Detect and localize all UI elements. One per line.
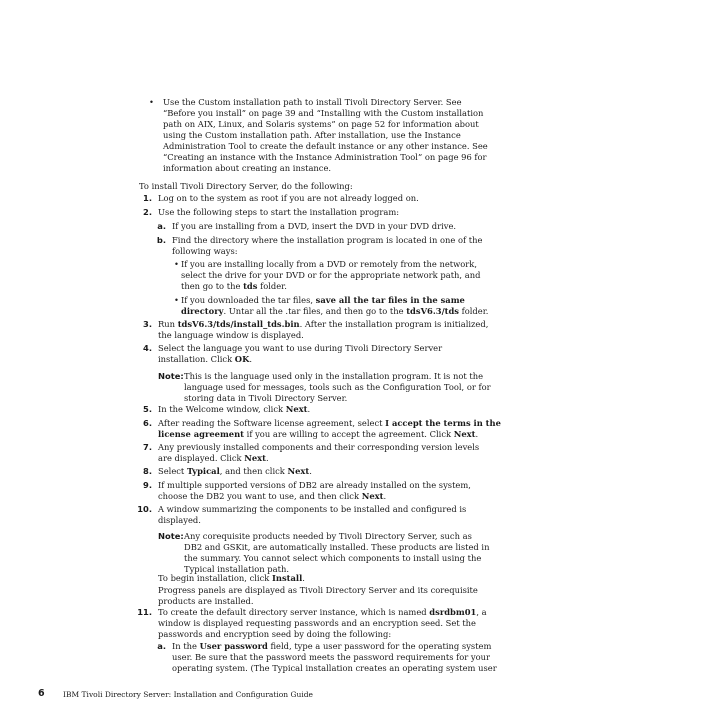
- bullet-text: If you downloaded the tar files, save all the tar files in the same: [181, 295, 465, 305]
- step-text: Any previously installed components and their corresponding version levels: [158, 442, 480, 452]
- substep-text: operating system. (The Typical installation creates an operating system user: [172, 663, 497, 673]
- progress-text: Progress panels are displayed as Tivoli Directory Server and its corequisite: [158, 585, 478, 595]
- bullet-custom-line: “Creating an instance with the Instance Administration Tool” on page 96 for: [163, 152, 487, 162]
- step-number: 7.: [143, 442, 152, 452]
- step-text: After reading the Software license agreement, select I accept the terms in the: [158, 418, 501, 428]
- note-text: language used for messages, tools such as the Configuration Tool, or for: [184, 382, 491, 392]
- step-text: displayed.: [158, 515, 201, 525]
- step-number: 6.: [143, 418, 152, 428]
- bullet-custom-line: Administration Tool to create the default instance or any other instance. See: [163, 141, 488, 151]
- note-text: DB2 and GSKit, are automatically installed. These products are listed in: [184, 542, 490, 552]
- step-text: passwords and encryption seed by doing the following:: [158, 629, 392, 639]
- bullet-text: If you are installing locally from a DVD or remotely from the network,: [181, 259, 477, 269]
- intro-text: To install Tivoli Directory Server, do the following:: [139, 181, 353, 191]
- substep-label: a.: [157, 221, 166, 231]
- step-text: choose the DB2 you want to use, and then click Next.: [158, 491, 387, 501]
- note-text: the summary. You cannot select which components to install using the: [184, 553, 482, 563]
- step-text: Log on to the system as root if you are not already logged on.: [158, 193, 419, 203]
- note-text: Any corequisite products needed by Tivoli Directory Server, such as: [184, 531, 472, 541]
- step-text: Select Typical, and then click Next.: [158, 466, 312, 476]
- page-number: 6: [38, 688, 45, 699]
- substep-text: If you are installing from a DVD, insert the DVD in your DVD drive.: [172, 221, 457, 231]
- bullet-custom-line: path on AIX, Linux, and Solaris systems” on page 52 for information about: [163, 119, 479, 129]
- step-text: installation. Click OK.: [158, 354, 252, 364]
- bullet-marker: •: [149, 97, 154, 107]
- bullet-marker: •: [174, 259, 179, 269]
- footer-title: IBM Tivoli Directory Server: Installation and Configuration Guide: [63, 690, 313, 699]
- note-text: storing data in Tivoli Directory Server.: [184, 393, 348, 403]
- note-label: Note:: [158, 371, 184, 381]
- substep-text: Find the directory where the installation program is located in one of the: [172, 235, 483, 245]
- step-text: To create the default directory server instance, which is named dsrdbm01, a: [158, 607, 487, 617]
- substep-text: user. Be sure that the password meets the password requirements for your: [172, 652, 490, 662]
- substep-label: b.: [156, 235, 166, 245]
- step-number: 2.: [143, 207, 152, 217]
- note-label: Note:: [158, 531, 184, 541]
- bullet-custom-line: “Before you install” on page 39 and “Installing with the Custom installation: [163, 108, 484, 118]
- step-number: 10.: [137, 504, 152, 514]
- note-text: Typical installation path.: [184, 564, 289, 574]
- step-text: If multiple supported versions of DB2 are already installed on the system,: [158, 480, 471, 490]
- step-number: 9.: [143, 480, 152, 490]
- step-number: 4.: [143, 343, 152, 353]
- step-text: Run tdsV6.3/tds/install_tds.bin. After the installation program is initialized,: [158, 319, 489, 329]
- bullet-custom-line: using the Custom installation path. After installation, use the Instance: [163, 130, 461, 140]
- bullet-text: select the drive for your DVD or for the appropriate network path, and: [181, 270, 481, 280]
- bullet-text: directory. Untar all the .tar files, and then go to the tdsV6.3/tds folder.: [181, 306, 489, 316]
- substep-text: following ways:: [172, 246, 238, 256]
- substep-label: a.: [157, 641, 166, 651]
- step-text: In the Welcome window, click Next.: [158, 404, 311, 414]
- step-text: the language window is displayed.: [158, 330, 304, 340]
- step-text: license agreement if you are willing to accept the agreement. Click Next.: [158, 429, 479, 439]
- step-number: 1.: [143, 193, 152, 203]
- progress-text: products are installed.: [158, 596, 254, 606]
- begin-install-text: To begin installation, click Install.: [158, 573, 305, 583]
- note-text: This is the language used only in the installation program. It is not the: [184, 371, 484, 381]
- bullet-marker: •: [174, 295, 179, 305]
- substep-text: In the User password field, type a user password for the operating system: [172, 641, 492, 651]
- step-text: Use the following steps to start the installation program:: [158, 207, 400, 217]
- step-text: window is displayed requesting passwords and an encryption seed. Set the: [158, 618, 476, 628]
- step-text: A window summarizing the components to be installed and configured is: [158, 504, 467, 514]
- bullet-custom-line: Use the Custom installation path to install Tivoli Directory Server. See: [163, 97, 462, 107]
- step-number: 11.: [137, 607, 152, 617]
- step-number: 3.: [143, 319, 152, 329]
- bullet-custom-line: information about creating an instance.: [163, 163, 332, 173]
- bullet-text: then go to the tds folder.: [181, 281, 287, 291]
- step-number: 8.: [143, 466, 152, 476]
- step-text: Select the language you want to use during Tivoli Directory Server: [158, 343, 443, 353]
- step-text: are displayed. Click Next.: [158, 453, 269, 463]
- step-number: 5.: [143, 404, 152, 414]
